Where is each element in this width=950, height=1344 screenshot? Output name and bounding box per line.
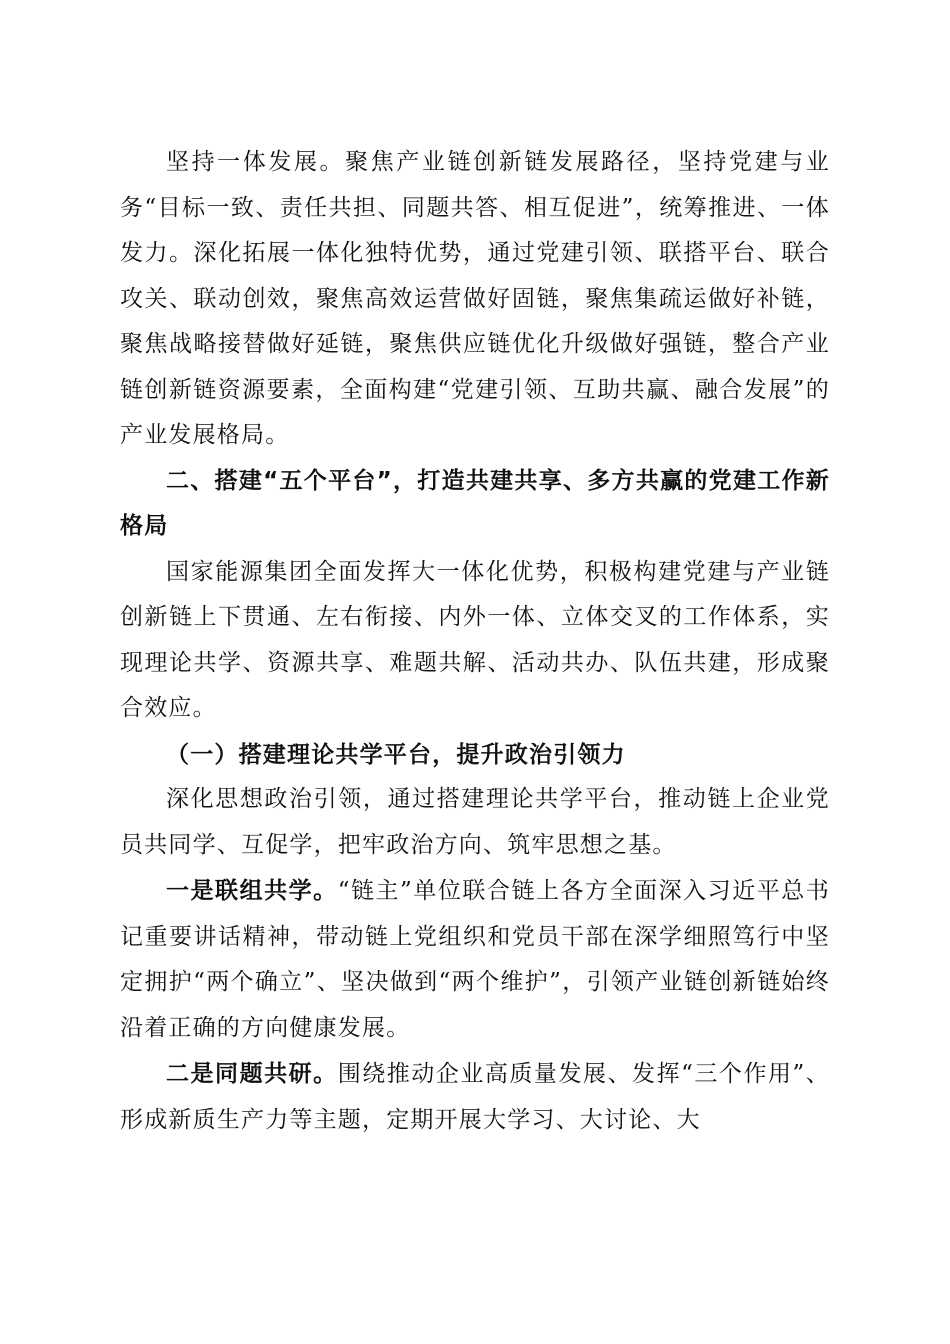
paragraph-political-guidance: 深化思想政治引领，通过搭建理论共学平台，推动链上企业党员共同学、互促学，把牢政治方向、筑牢思想之基。 <box>120 786 830 858</box>
body-joint-study: “链主”单位联合链上各方全面深入习近平总书记重要讲话精神，带动链上党组织和党员干部在深学细照笃行中坚定拥护“两个确立”、坚决做到“两个维护”，引领产业链创新链始终沿着正确的方向健康发展。 <box>120 878 830 1041</box>
lead-joint-study: 一是联组共学。 <box>166 877 338 904</box>
lead-joint-research: 二是同题共研。 <box>166 1060 338 1087</box>
paragraph-integrated-development: 坚持一体发展。聚焦产业链创新链发展路径，坚持党建与业务“目标一致、责任共担、同题共答、相互促进”，统筹推进、一体发力。深化拓展一体化独特优势，通过党建引领、联搭平台、联合攻关、联动创效，聚焦高效运营做好固链，聚焦集疏运做好补链，聚焦战略接替做好延链，聚焦供应链优化升级做好强链，整合产业链创新链资源要素，全面构建“党建引领、互助共赢、融合发展”的产业发展格局。 <box>120 149 830 448</box>
body-joint-research: 围绕推动企业高质量发展、发挥“三个作用”、形成新质生产力等主题，定期开展大学习、大讨论、大 <box>120 1061 830 1133</box>
paragraph-energy-group-system: 国家能源集团全面发挥大一体化优势，积极构建党建与产业链创新链上下贯通、左右衔接、内外一体、立体交叉的工作体系，实现理论共学、资源共享、难题共解、活动共办、队伍共建，形成聚合效应。 <box>120 558 830 721</box>
paragraph-joint-study <box>120 868 830 1051</box>
section-heading-five-platforms: 二、搭建“五个平台”，打造共建共享、多方共赢的党建工作新格局 <box>120 467 830 539</box>
subsection-heading-theory-platform: （一）搭建理论共学平台，提升政治引领力 <box>166 740 626 768</box>
paragraph-joint-research <box>120 1051 830 1143</box>
document-body <box>120 140 830 1143</box>
